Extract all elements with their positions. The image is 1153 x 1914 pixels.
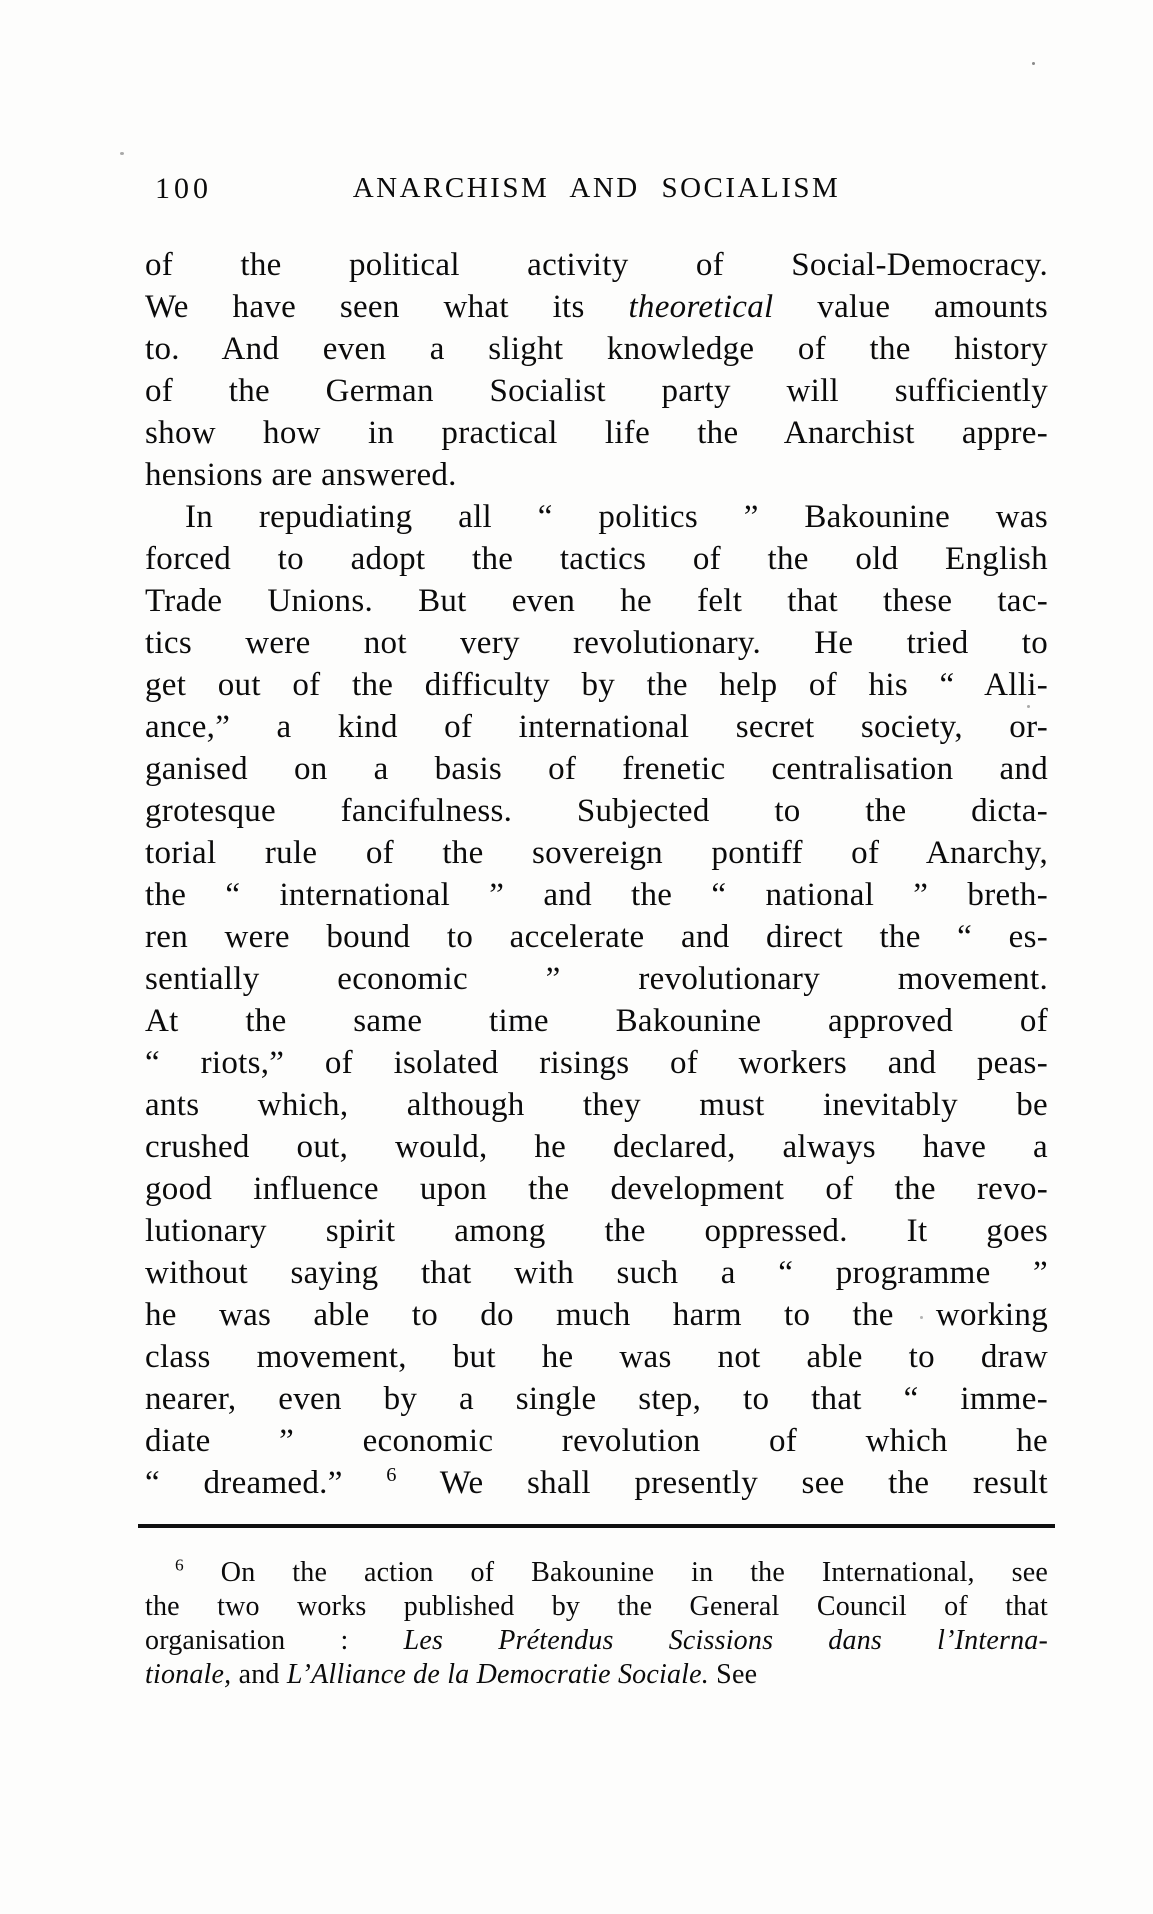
scan-speck — [120, 152, 124, 155]
footnote-marker: 6 — [175, 1555, 184, 1575]
text-line — [145, 1462, 1048, 1504]
text-segment: nearer, even by a single step, to that “ imme- — [145, 1381, 1048, 1417]
running-title: ANARCHISM AND SOCIALISM — [352, 172, 841, 204]
italic-text: Les Prétendus Scissions dans l’Interna- — [403, 1625, 1049, 1656]
text-segment: We have seen what its — [145, 289, 629, 325]
text-line — [145, 1252, 1048, 1294]
text-line — [145, 538, 1048, 580]
text-segment: of the German Socialist party will sufficiently — [145, 373, 1048, 409]
text-line — [145, 1000, 1048, 1042]
text-segment: We shall presently see the result — [396, 1465, 1049, 1501]
text-line — [145, 244, 1048, 286]
text-line — [145, 1336, 1048, 1378]
text-line — [145, 1378, 1048, 1420]
text-segment: grotesque fancifulness. Subjected to the dicta- — [145, 793, 1048, 829]
text-line — [145, 916, 1048, 958]
text-segment: show how in practical life the Anarchist appre- — [145, 415, 1048, 451]
text-segment: hensions are answered. — [145, 457, 457, 493]
text-line — [145, 1420, 1048, 1462]
text-line — [145, 454, 1048, 496]
scan-speck — [941, 512, 944, 515]
text-segment: ganised on a basis of frenetic centralisation and — [145, 751, 1048, 787]
text-line — [145, 580, 1048, 622]
text-segment: ance,” a kind of international secret society, or- — [145, 709, 1048, 745]
text-line — [145, 1556, 1048, 1590]
text-segment: ants which, although they must inevitably be — [145, 1087, 1048, 1123]
italic-text: theoretical — [628, 289, 774, 325]
text-segment: good influence upon the development of the revo- — [145, 1171, 1048, 1207]
text-line — [145, 328, 1048, 370]
text-segment: crushed out, would, he declared, always have a — [145, 1129, 1048, 1165]
text-line — [145, 1294, 1048, 1336]
text-segment: Trade Unions. But even he felt that these tac- — [145, 583, 1048, 619]
text-segment: sentially economic ” revolutionary movement. — [145, 961, 1048, 997]
footnote-marker: 6 — [386, 1464, 397, 1486]
text-line — [145, 286, 1048, 328]
text-segment: get out of the difficulty by the help of his “ Alli- — [145, 667, 1048, 703]
text-line — [145, 412, 1048, 454]
text-line — [145, 496, 1048, 538]
text-segment: tics were not very revolutionary. He tried to — [145, 625, 1048, 661]
text-segment: value amounts — [773, 289, 1048, 325]
text-segment: organisation : — [145, 1625, 404, 1656]
text-segment: lutionary spirit among the oppressed. It goes — [145, 1213, 1048, 1249]
running-head — [145, 172, 1048, 208]
text-line — [145, 958, 1048, 1000]
page-number: 100 — [155, 172, 212, 205]
text-line — [145, 1042, 1048, 1084]
scan-speck — [1032, 62, 1035, 65]
text-segment: and — [231, 1659, 287, 1690]
text-line — [145, 1126, 1048, 1168]
text-segment: the two works published by the General Council of that — [145, 1591, 1048, 1622]
text-line — [145, 874, 1048, 916]
text-segment: without saying that with such a “ programme ” — [145, 1255, 1048, 1291]
text-segment: See — [708, 1659, 758, 1690]
body-text — [145, 244, 1048, 1504]
italic-text: L’Alliance de la Democratie Sociale. — [286, 1659, 709, 1690]
text-line — [145, 1624, 1048, 1658]
text-line — [145, 1168, 1048, 1210]
text-line — [145, 706, 1048, 748]
text-segment: ren were bound to accelerate and direct the “ es- — [145, 919, 1048, 955]
text-segment: torial rule of the sovereign pontiff of Anarchy, — [145, 835, 1048, 871]
text-segment: the “ international ” and the “ national ” breth- — [145, 877, 1048, 913]
text-line — [145, 1658, 1048, 1692]
text-segment: At the same time Bakounine approved of — [145, 1003, 1048, 1039]
text-segment: forced to adopt the tactics of the old English — [145, 541, 1048, 577]
text-segment: to. And even a slight knowledge of the history — [145, 331, 1048, 367]
text-segment: On the action of Bakounine in the International, see — [183, 1557, 1048, 1588]
text-segment: “ riots,” of isolated risings of workers and peas- — [145, 1045, 1048, 1081]
scan-speck — [920, 1316, 923, 1319]
text-line — [145, 622, 1048, 664]
footnote — [145, 1556, 1048, 1692]
text-line — [145, 370, 1048, 412]
text-segment: class movement, but he was not able to draw — [145, 1339, 1048, 1375]
text-line — [145, 664, 1048, 706]
text-segment: of the political activity of Social-Democracy. — [145, 247, 1048, 283]
scan-speck — [1027, 705, 1030, 708]
text-line — [145, 1210, 1048, 1252]
text-segment: diate ” economic revolution of which he — [145, 1423, 1048, 1459]
text-segment: In repudiating all “ politics ” Bakounine was — [185, 499, 1048, 535]
text-line — [145, 790, 1048, 832]
text-segment: he was able to do much harm to the working — [145, 1297, 1048, 1333]
text-segment: “ dreamed.” — [145, 1465, 387, 1501]
footnote-rule — [138, 1524, 1055, 1528]
italic-text: tionale, — [145, 1659, 232, 1690]
text-line — [145, 832, 1048, 874]
text-line — [145, 748, 1048, 790]
text-line — [145, 1590, 1048, 1624]
text-line — [145, 1084, 1048, 1126]
